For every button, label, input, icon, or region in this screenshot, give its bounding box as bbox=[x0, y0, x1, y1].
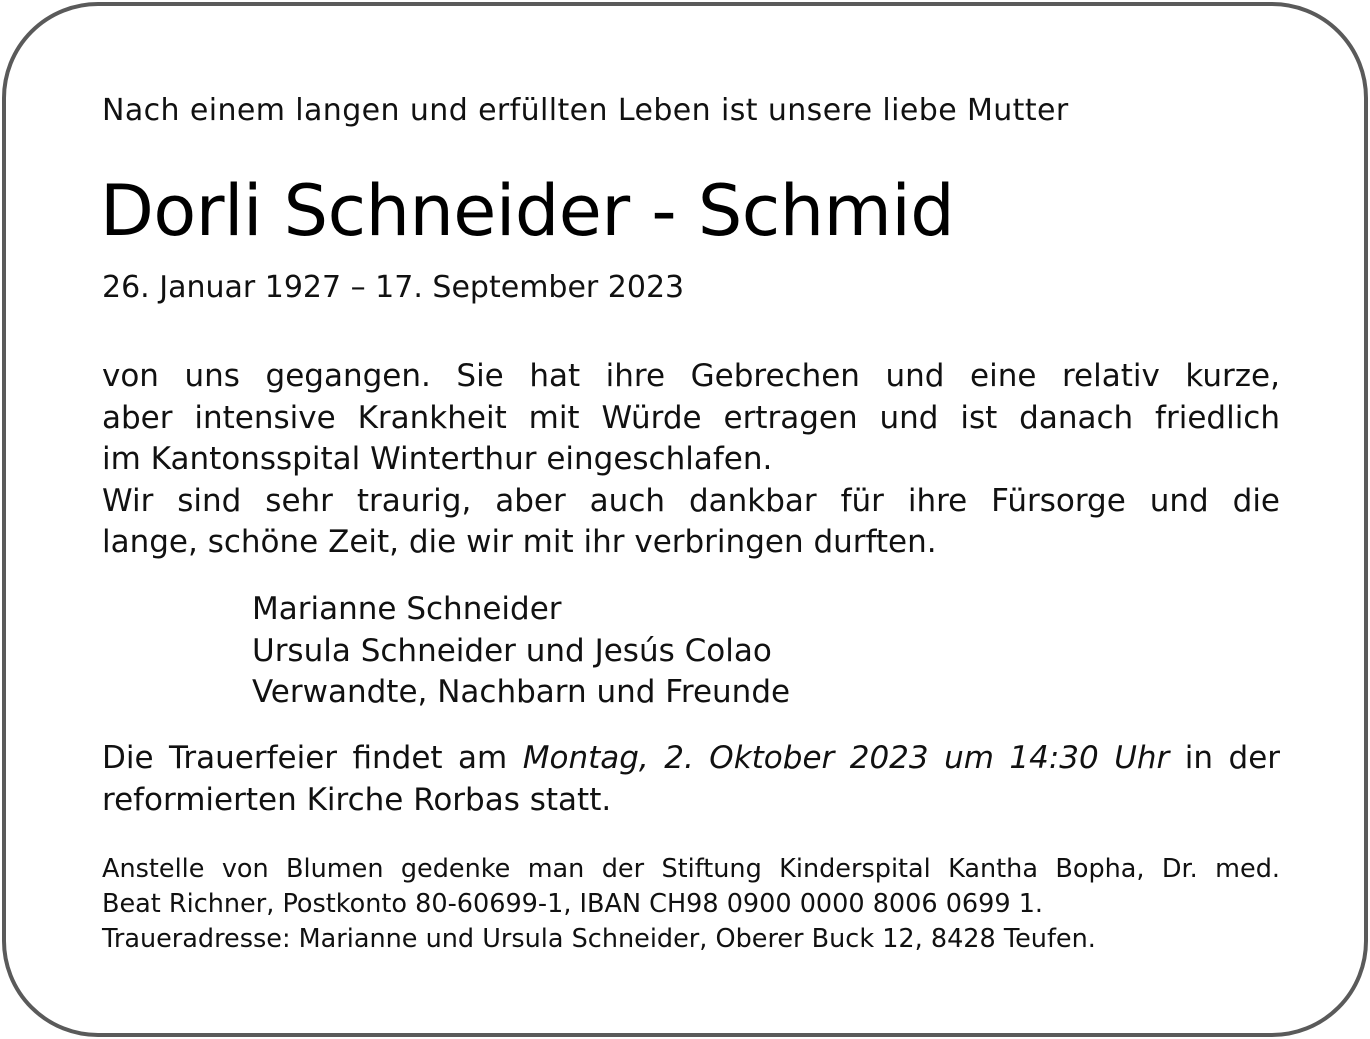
footer-line: Traueradresse: Marianne und Ursula Schneider, Oberer Buck 12, 8428 Teufen. bbox=[102, 924, 1096, 954]
ceremony-datetime: Montag, 2. Oktober 2023 um 14:30 Uhr bbox=[522, 740, 1170, 776]
ceremony-prefix: Die Trauerfeier findet am bbox=[102, 740, 508, 776]
body-line: von uns gegangen. Sie hat ihre Gebrechen und eine relativ kurze, bbox=[102, 358, 1280, 394]
mourner-name: Ursula Schneider und Jesús Colao bbox=[252, 632, 772, 669]
ceremony-line bbox=[102, 738, 1280, 780]
ceremony-info bbox=[102, 738, 1280, 821]
body-line: Wir sind sehr traurig, aber auch dankbar für ihre Fürsorge und die bbox=[102, 482, 1280, 519]
ceremony-suffix: in der bbox=[1184, 740, 1281, 776]
body-line: lange, schöne Zeit, die wir mit ihr verbringen durften. bbox=[102, 524, 937, 560]
footer-line: Anstelle von Blumen gedenke man der Stiftung Kinderspital Kantha Bopha, Dr. med. bbox=[102, 854, 1280, 884]
donation-and-address bbox=[102, 852, 1280, 957]
ceremony-location: reformierten Kirche Rorbas statt. bbox=[102, 781, 612, 818]
obituary-body bbox=[102, 356, 1280, 564]
body-line: aber intensive Krankheit mit Würde ertragen und ist danach friedlich bbox=[102, 399, 1280, 436]
body-line: im Kantonsspital Winterthur eingeschlafen. bbox=[102, 441, 773, 477]
mourner-name: Verwandte, Nachbarn und Freunde bbox=[252, 674, 791, 710]
obituary-card bbox=[2, 2, 1368, 1037]
life-dates: 26. Januar 1927 – 17. September 2023 bbox=[102, 270, 685, 305]
mourners-list bbox=[252, 589, 790, 714]
deceased-name: Dorli Schneider - Schmid bbox=[100, 170, 955, 252]
mourner-name: Marianne Schneider bbox=[252, 591, 562, 627]
intro-text: Nach einem langen und erfüllten Leben ist unsere liebe Mutter bbox=[102, 93, 1069, 128]
footer-line: Beat Richner, Postkonto 80-60699-1, IBAN CH98 0900 0000 8006 0699 1. bbox=[102, 889, 1044, 919]
